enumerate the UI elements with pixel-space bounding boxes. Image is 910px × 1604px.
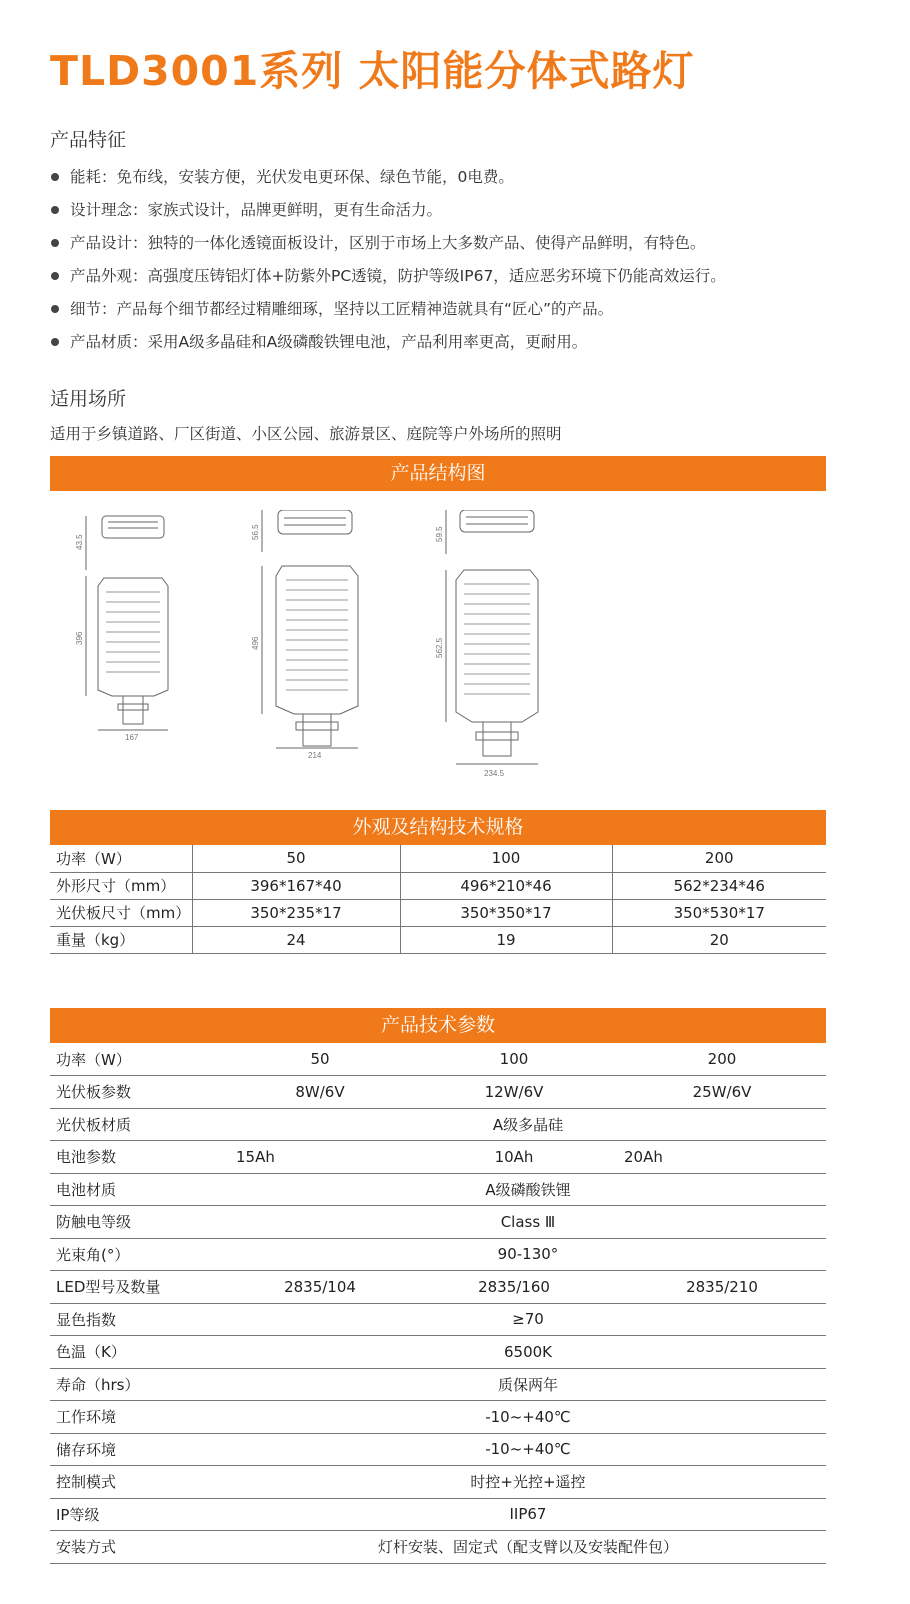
table-cell: 200 [612,845,826,872]
table-cell: 15Ah [230,1141,410,1174]
table-cell: 12W/6V [410,1076,618,1109]
table-cell: 50 [230,1043,410,1076]
drawing-3-width-label: 234.5 [484,769,505,778]
drawing-2-height-label: 56.5 [251,524,260,540]
table-row [50,1206,826,1239]
table-row [50,899,826,926]
table-cell: 24 [192,926,400,953]
drawing-200w [446,510,538,764]
table-row [50,872,826,899]
page-title: TLD3001系列 太阳能分体式路灯 [50,47,695,95]
table-cell: 350*235*17 [192,899,400,926]
table-cell: 20 [612,926,826,953]
table-row [50,1076,826,1109]
table-cell: 19 [400,926,612,953]
structure-drawings [50,510,826,810]
table-row [50,1368,826,1401]
spec2-heading-bar: 产品技术参数 [50,1008,826,1043]
table-cell: 396*167*40 [192,872,400,899]
table-cell: 2835/104 [230,1271,410,1304]
structure-heading-bar: 产品结构图 [50,456,826,491]
table-row [50,1433,826,1466]
feature-item: 产品外观：高强度压铸铝灯体+防紫外PC透镜，防护等级IP67，适应恶劣环境下仍能高效运行。 [50,261,900,294]
table-row [50,1043,826,1076]
table-cell: 时控+光控+遥控 [230,1466,826,1499]
table-cell: 控制模式 [50,1466,230,1499]
table-cell: 100 [410,1043,618,1076]
table-cell: 重量（kg） [50,926,192,953]
table-cell: 2835/160 [410,1271,618,1304]
table-cell: 8W/6V [230,1076,410,1109]
table-cell: A级磷酸铁锂 [230,1173,826,1206]
table-cell: 350*530*17 [612,899,826,926]
table-cell: 496*210*46 [400,872,612,899]
table-cell: 质保两年 [230,1368,826,1401]
table-row [50,1466,826,1499]
table-row [50,1303,826,1336]
bullet-icon [51,173,59,181]
feature-item: 细节：产品每个细节都经过精雕细琢，坚持以工匠精神造就具有“匠心”的产品。 [50,294,900,327]
spec1-heading-bar: 外观及结构技术规格 [50,810,826,845]
table-cell: 寿命（hrs） [50,1368,230,1401]
usage-heading: 适用场所 [50,388,127,410]
table-cell: 储存环境 [50,1433,230,1466]
table-row [50,1271,826,1304]
spec2-table [50,1043,826,1564]
table-cell: 50 [192,845,400,872]
bullet-icon [51,206,59,214]
feature-item: 能耗：免布线，安装方便，光伏发电更环保、绿色节能，0电费。 [50,162,900,195]
bullet-icon [51,272,59,280]
table-row [50,1498,826,1531]
table-cell: 安装方式 [50,1531,230,1564]
table-cell: Class Ⅲ [230,1206,826,1239]
table-row [50,1401,826,1434]
table-cell: 光伏板尺寸（mm） [50,899,192,926]
drawing-3-length-label: 562.5 [435,637,444,658]
spec1-table [50,845,826,954]
table-cell: 10Ah [410,1141,618,1174]
table-cell: 显色指数 [50,1303,230,1336]
table-row [50,926,826,953]
table-cell: LED型号及数量 [50,1271,230,1304]
feature-item: 产品材质：采用A级多晶硅和A级磷酸铁锂电池，产品利用率更高，更耐用。 [50,327,900,360]
drawing-1-width-label: 167 [125,733,139,742]
table-cell: 2835/210 [618,1271,826,1304]
usage-text: 适用于乡镇道路、厂区街道、小区公园、旅游景区、庭院等户外场所的照明 [50,425,562,443]
table-cell: 防触电等级 [50,1206,230,1239]
drawing-3-height-label: 59.5 [435,526,444,542]
bullet-icon [51,338,59,346]
table-cell: 350*350*17 [400,899,612,926]
table-cell: 20Ah [618,1141,826,1174]
drawing-2-width-label: 214 [308,751,322,760]
table-cell: 光伏板材质 [50,1108,230,1141]
table-cell: 功率（W） [50,1043,230,1076]
table-cell: 色温（K） [50,1336,230,1369]
table-cell: -10~+40℃ [230,1401,826,1434]
table-cell: ≥70 [230,1303,826,1336]
table-row [50,1238,826,1271]
table-cell: A级多晶硅 [230,1108,826,1141]
table-cell: 100 [400,845,612,872]
table-row [50,1173,826,1206]
table-row [50,1336,826,1369]
features-list [50,162,900,360]
table-cell: 200 [618,1043,826,1076]
table-row [50,1141,826,1174]
table-cell: IIP67 [230,1498,826,1531]
features-heading: 产品特征 [50,129,127,151]
table-cell: 工作环境 [50,1401,230,1434]
bullet-icon [51,239,59,247]
table-cell: 6500K [230,1336,826,1369]
bullet-icon [51,305,59,313]
table-cell: 电池参数 [50,1141,230,1174]
table-row [50,1108,826,1141]
table-cell: 灯杆安装、固定式（配支臂以及安装配件包） [230,1531,826,1564]
table-cell: -10~+40℃ [230,1433,826,1466]
drawing-2-length-label: 496 [251,636,260,650]
drawing-100w [262,510,358,748]
table-row [50,845,826,872]
table-cell: 外形尺寸（mm） [50,872,192,899]
table-cell: 25W/6V [618,1076,826,1109]
feature-item: 产品设计：独特的一体化透镜面板设计，区别于市场上大多数产品、使得产品鲜明，有特色。 [50,228,900,261]
table-cell: 90-130° [230,1238,826,1271]
table-cell: 562*234*46 [612,872,826,899]
feature-item: 设计理念：家族式设计，品牌更鲜明，更有生命活力。 [50,195,900,228]
table-cell: 光伏板参数 [50,1076,230,1109]
drawing-1-height-label: 43.5 [75,534,84,550]
table-cell: 光束角(°） [50,1238,230,1271]
table-row [50,1531,826,1564]
drawing-1-length-label: 396 [75,631,84,645]
table-cell: IP等级 [50,1498,230,1531]
drawing-50w [86,516,168,730]
table-cell: 功率（W） [50,845,192,872]
table-cell: 电池材质 [50,1173,230,1206]
